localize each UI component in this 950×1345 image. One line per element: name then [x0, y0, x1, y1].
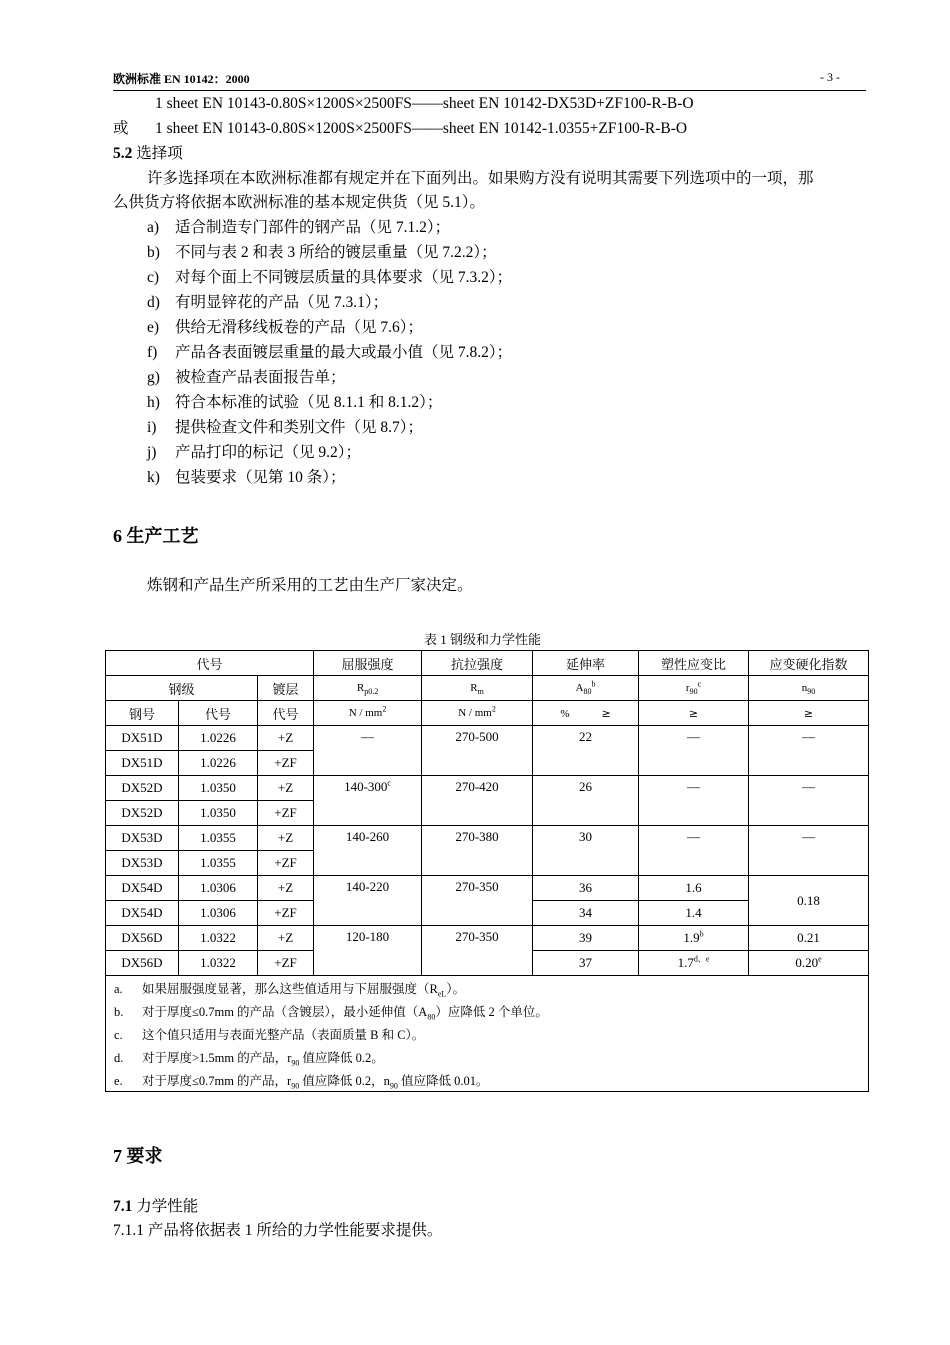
cell-tensile: 270-350	[422, 926, 533, 976]
th-rp-symbol: $R_{p0.2}$	[314, 676, 422, 701]
th-tensile: 抗拉强度	[422, 651, 533, 676]
section-7-1-heading: 7.1 力学性能	[113, 1198, 199, 1215]
cell-r90: 1.6	[639, 876, 749, 901]
th-n90-symbol: $n_{90}$	[749, 676, 869, 701]
cell-grade: DX53D	[106, 851, 179, 876]
cell-n90: —	[749, 726, 869, 776]
th-r-ratio: 塑性应变比	[639, 651, 749, 676]
cell-r90: —	[639, 726, 749, 776]
order-example-1: 1 sheet EN 10143-0.80S×1200S×2500FS——sheet EN 10142-DX53D+ZF100-R-B-O	[155, 95, 694, 112]
th-yield: 屈服强度	[314, 651, 422, 676]
cell-coating: +ZF	[258, 951, 314, 976]
section-7-1-1-text: 7.1.1 产品将依据表 1 所给的力学性能要求提供。	[113, 1222, 443, 1239]
section-6-text: 炼钢和产品生产所采用的工艺由生产厂家决定。	[147, 577, 473, 594]
cell-steel-number: 1.0355	[179, 851, 258, 876]
th-a80-symbol: $A_{80}^b$	[533, 676, 639, 701]
th-steel-no: 钢号	[106, 701, 179, 726]
cell-n90: 0.20e	[749, 951, 869, 976]
cell-yield: 120-180	[314, 926, 422, 976]
cell-coating: +ZF	[258, 901, 314, 926]
cell-grade: DX54D	[106, 901, 179, 926]
table-row	[106, 826, 869, 851]
cell-grade: DX52D	[106, 776, 179, 801]
table-footnote	[106, 999, 869, 1022]
th-rm-symbol: $R_m$	[422, 676, 533, 701]
section-5-2-para-line1: 许多选择项在本欧洲标准都有规定并在下面列出。如果购方没有说明其需要下列选项中的一项，那	[147, 170, 814, 187]
footnote-text: e. 对于厚度≤0.7mm 的产品，$r_{90}$ 值应降低 0.2，$n_{90}$ 值应降低 0.01。	[106, 1068, 869, 1092]
table-row	[106, 876, 869, 901]
header-rule	[113, 90, 866, 91]
cell-elongation: 30	[533, 826, 639, 876]
cell-r90: 1.9$^b$	[639, 926, 749, 951]
th-r90-symbol: $r_{90}^c$	[639, 676, 749, 701]
option-item: f) 产品各表面镀层重量的最大或最小值（见 7.8.2）；	[147, 344, 513, 361]
section-6-heading: 6 生产工艺	[113, 526, 199, 546]
cell-n90: 0.18	[749, 876, 869, 926]
cell-yield: —	[314, 726, 422, 776]
cell-yield: 140-300$^c$	[314, 776, 422, 826]
cell-grade: DX52D	[106, 801, 179, 826]
section-5-2-heading: 5.2 选择项	[113, 145, 183, 162]
cell-steel-number: 1.0355	[179, 826, 258, 851]
table-footnote	[106, 1068, 869, 1092]
section-5-2-para-line2: 么供货方将依据本欧洲标准的基本规定供货（见 5.1）。	[113, 194, 486, 211]
cell-tensile: 270-420	[422, 776, 533, 826]
option-item: e) 供给无滑移线板卷的产品（见 7.6）；	[147, 319, 424, 336]
cell-coating: +Z	[258, 776, 314, 801]
cell-elongation: 39	[533, 926, 639, 951]
th-code: 代号	[106, 651, 314, 676]
option-item: k) 包装要求（见第 10 条）；	[147, 469, 346, 486]
order-example-2: 或 1 sheet EN 10143-0.80S×1200S×2500FS——sheet EN 10142-1.0355+ZF100-R-B-O	[113, 120, 688, 137]
option-item: g) 被检查产品表面报告单；	[147, 369, 346, 386]
cell-yield: 140-220	[314, 876, 422, 926]
cell-elongation: 37	[533, 951, 639, 976]
footnote-text: d. 对于厚度>1.5mm 的产品，$r_{90}$ 值应降低 0.2。	[106, 1045, 869, 1068]
table-footnote	[106, 1045, 869, 1068]
th-rm-unit: N / $mm^2$	[422, 701, 533, 726]
table-footnote	[106, 1022, 869, 1045]
cell-tensile: 270-380	[422, 826, 533, 876]
table-caption: 表 1 钢级和力学性能	[424, 632, 542, 647]
cell-n90: —	[749, 776, 869, 826]
option-item: a) 适合制造专门部件的钢产品（见 7.1.2）；	[147, 219, 451, 236]
th-n90-ge: ≥	[749, 701, 869, 726]
option-item: i) 提供检查文件和类别文件（见 8.7）；	[147, 419, 424, 436]
cell-coating: +Z	[258, 726, 314, 751]
cell-r90: —	[639, 776, 749, 826]
cell-coating: +ZF	[258, 751, 314, 776]
th-n-index: 应变硬化指数	[749, 651, 869, 676]
table-row	[106, 726, 869, 751]
cell-steel-number: 1.0226	[179, 726, 258, 751]
cell-grade: DX54D	[106, 876, 179, 901]
th-pct-unit: % ≥	[533, 701, 639, 726]
cell-tensile: 270-500	[422, 726, 533, 776]
th-r90-ge: ≥	[639, 701, 749, 726]
cell-grade: DX51D	[106, 726, 179, 751]
cell-steel-number: 1.0322	[179, 951, 258, 976]
page-number: - 3 -	[820, 70, 840, 84]
cell-n90: —	[749, 826, 869, 876]
cell-r90: 1.4	[639, 901, 749, 926]
cell-elongation: 22	[533, 726, 639, 776]
table-row	[106, 776, 869, 801]
cell-elongation: 34	[533, 901, 639, 926]
cell-steel-number: 1.0226	[179, 751, 258, 776]
cell-coating: +Z	[258, 926, 314, 951]
option-item: d) 有明显锌花的产品（见 7.3.1）；	[147, 294, 389, 311]
th-coating: 镀层	[258, 676, 314, 701]
th-steel-code: 代号	[179, 701, 258, 726]
cell-steel-number: 1.0306	[179, 876, 258, 901]
th-grade: 钢级	[106, 676, 258, 701]
option-item: j) 产品打印的标记（见 9.2）；	[147, 444, 362, 461]
cell-r90: $1.7^{d、e}$	[639, 951, 749, 976]
table-row	[106, 926, 869, 951]
footnote-text: a. 如果屈服强度显著，那么这些值适用与下屈服强度$(R_{eL})$。	[106, 976, 869, 1000]
cell-steel-number: 1.0350	[179, 776, 258, 801]
th-coat-code: 代号	[258, 701, 314, 726]
section-7-heading: 7 要求	[113, 1146, 163, 1166]
footnote-text: b. 对于厚度≤0.7mm 的产品（含镀层），最小延伸值$(A_{80})$应降低 2 个单位。	[106, 999, 869, 1022]
option-item: b) 不同与表 2 和表 3 所给的镀层重量（见 7.2.2）；	[147, 244, 497, 261]
cell-coating: +ZF	[258, 851, 314, 876]
cell-yield: 140-260	[314, 826, 422, 876]
footnote-text: c. 这个值只适用与表面光整产品（表面质量 B 和 C）。	[106, 1022, 869, 1045]
th-rp-unit: N / $mm^2$	[314, 701, 422, 726]
cell-steel-number: 1.0322	[179, 926, 258, 951]
table-footnote	[106, 976, 869, 1000]
cell-grade: DX53D	[106, 826, 179, 851]
cell-elongation: 26	[533, 776, 639, 826]
th-elongation: 延伸率	[533, 651, 639, 676]
cell-n90: 0.21	[749, 926, 869, 951]
cell-grade: DX56D	[106, 926, 179, 951]
steel-grade-table	[105, 650, 869, 1092]
cell-elongation: 36	[533, 876, 639, 901]
cell-steel-number: 1.0350	[179, 801, 258, 826]
cell-coating: +Z	[258, 876, 314, 901]
cell-steel-number: 1.0306	[179, 901, 258, 926]
cell-grade: DX56D	[106, 951, 179, 976]
running-header-title: 欧洲标准 EN 10142：2000	[113, 72, 250, 86]
cell-tensile: 270-350	[422, 876, 533, 926]
cell-coating: +ZF	[258, 801, 314, 826]
cell-r90: —	[639, 826, 749, 876]
cell-coating: +Z	[258, 826, 314, 851]
cell-grade: DX51D	[106, 751, 179, 776]
option-item: c) 对每个面上不同镀层质量的具体要求（见 7.3.2）；	[147, 269, 513, 286]
option-item: h) 符合本标准的试验（见 8.1.1 和 8.1.2）；	[147, 394, 443, 411]
